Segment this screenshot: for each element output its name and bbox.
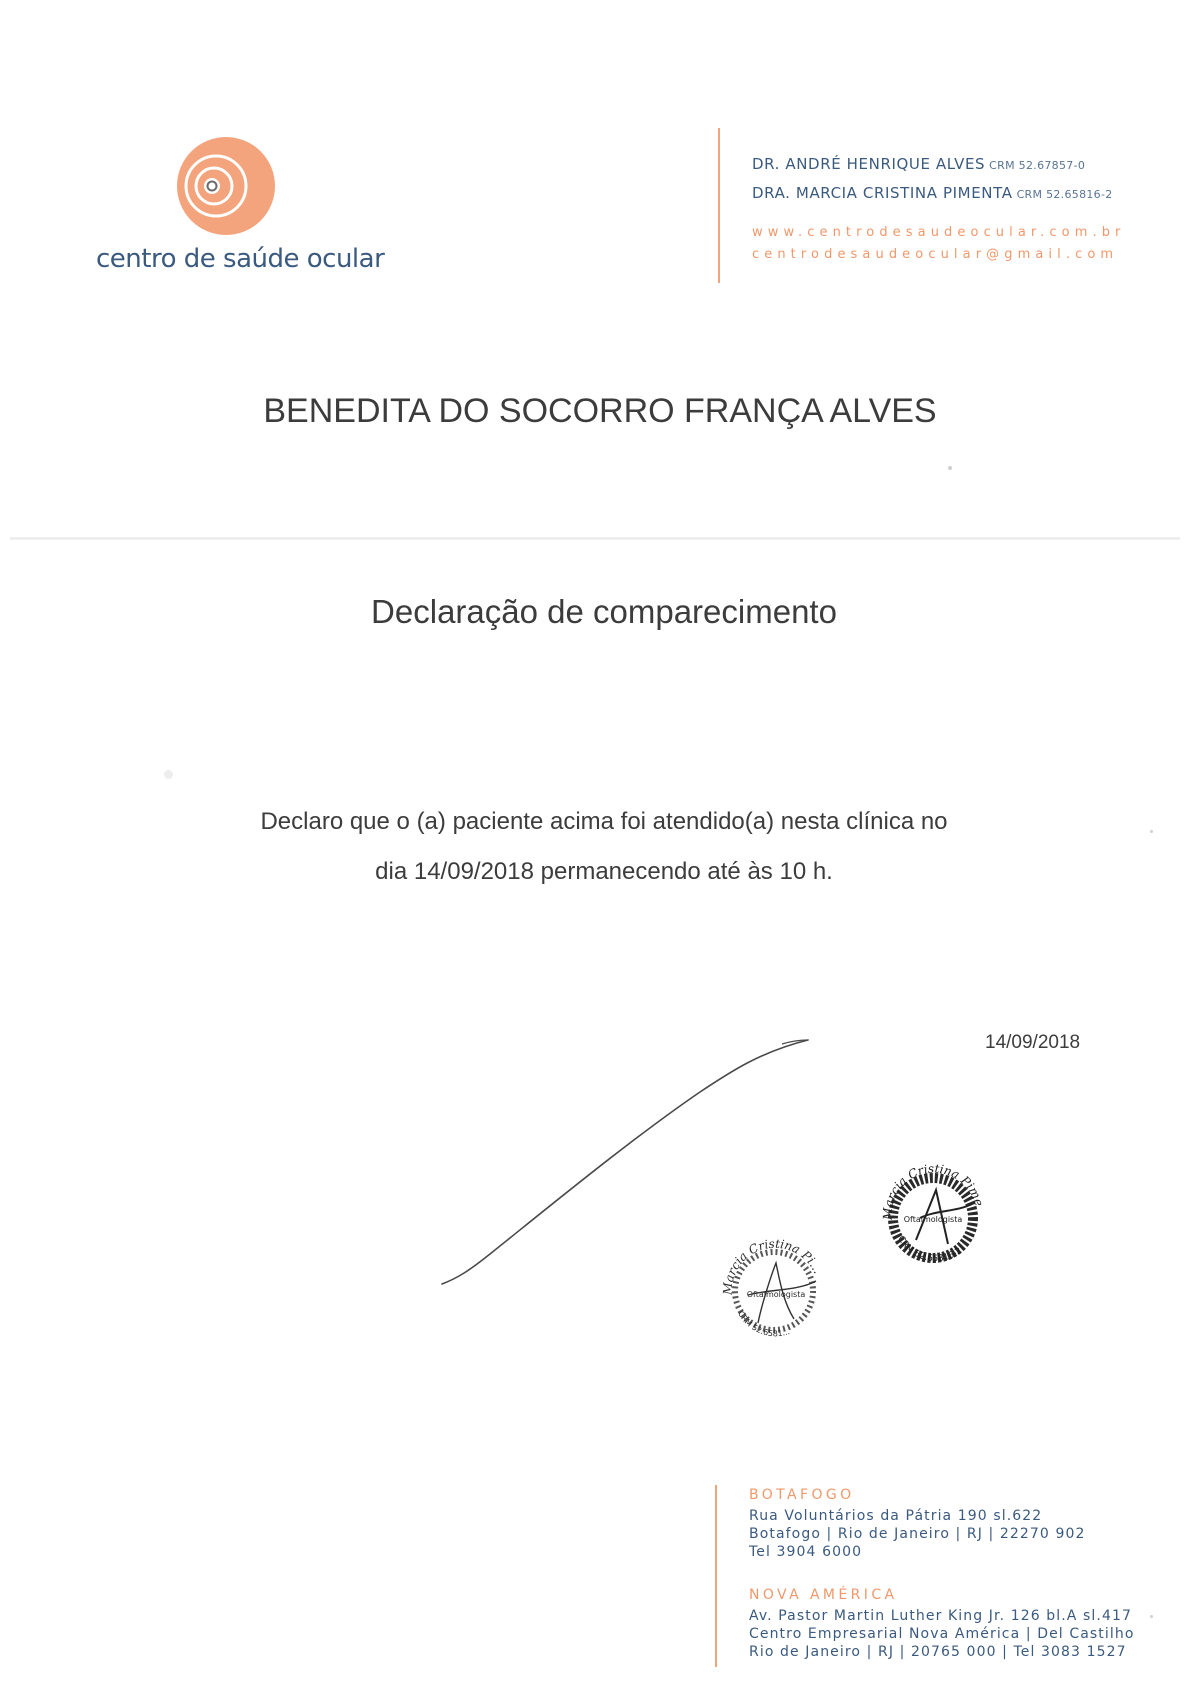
address-line: Rio de Janeiro | RJ | 20765 000 | Tel 3083 1527 (749, 1644, 1127, 1660)
doctor-stamp (718, 1233, 830, 1345)
doctor-entry (752, 155, 1085, 173)
doctor-crm: CRM 52.67857-0 (989, 159, 1086, 172)
signature-date: 14/09/2018 (985, 1032, 1081, 1053)
svg-text:Marcia Cristina Pimenta: Marcia Cristina Pime (880, 1161, 987, 1221)
scan-speck (948, 466, 952, 470)
website-link[interactable]: www.centrodesaudeocular.com.br (752, 225, 1126, 240)
svg-text:Oftalmologista: Oftalmologista (903, 1215, 963, 1224)
doctor-entry (752, 184, 1113, 202)
document-title: Declaração de comparecimento (371, 593, 837, 630)
header-divider (718, 128, 720, 283)
email-link[interactable]: centrodesaudeocular@gmail.com (752, 247, 1119, 262)
logo-text: centro de saúde ocular (96, 244, 385, 274)
doctor-stamp (876, 1160, 991, 1275)
declaration-line: dia 14/09/2018 permanecendo até às 10 h. (375, 858, 833, 885)
address-line: Rua Voluntários da Pátria 190 sl.622 (749, 1508, 1043, 1524)
scan-speck (1150, 830, 1153, 833)
branch-name: NOVA AMÉRICA (749, 1587, 898, 1603)
paper-fold (10, 537, 1180, 540)
svg-text:Marcia Cristina Pi...: Marcia Cristina Pi... (720, 1236, 825, 1296)
address-line: Centro Empresarial Nova América | Del Castilho (749, 1626, 1135, 1642)
branch-address (749, 1507, 1085, 1561)
branch-address (749, 1607, 1135, 1661)
logo-eye-icon (176, 136, 276, 236)
address-line: Av. Pastor Martin Luther King Jr. 126 bl.A sl.417 (749, 1608, 1132, 1624)
doctor-name: DR. ANDRÉ HENRIQUE ALVES (752, 155, 986, 173)
svg-text:CRM 52.6581...: CRM 52.6581... (736, 1309, 791, 1339)
footer-divider (715, 1485, 717, 1667)
doctor-crm: CRM 52.65816-2 (1016, 188, 1113, 201)
patient-name: BENEDITA DO SOCORRO FRANÇA ALVES (263, 392, 937, 430)
branch-name: BOTAFOGO (749, 1487, 855, 1503)
svg-text:CRM 52.65816-2: CRM 52.65816-2 (895, 1234, 965, 1265)
scan-speck (1150, 1615, 1153, 1618)
svg-text:Oftalmologista: Oftalmologista (746, 1290, 806, 1299)
address-line: Botafogo | Rio de Janeiro | RJ | 22270 902 (749, 1526, 1086, 1542)
doctor-name: DRA. MARCIA CRISTINA PIMENTA (752, 184, 1013, 202)
address-line: Tel 3904 6000 (749, 1544, 863, 1560)
declaration-line: Declaro que o (a) paciente acima foi atendido(a) nesta clínica no (260, 808, 948, 835)
scan-speck (164, 770, 173, 779)
